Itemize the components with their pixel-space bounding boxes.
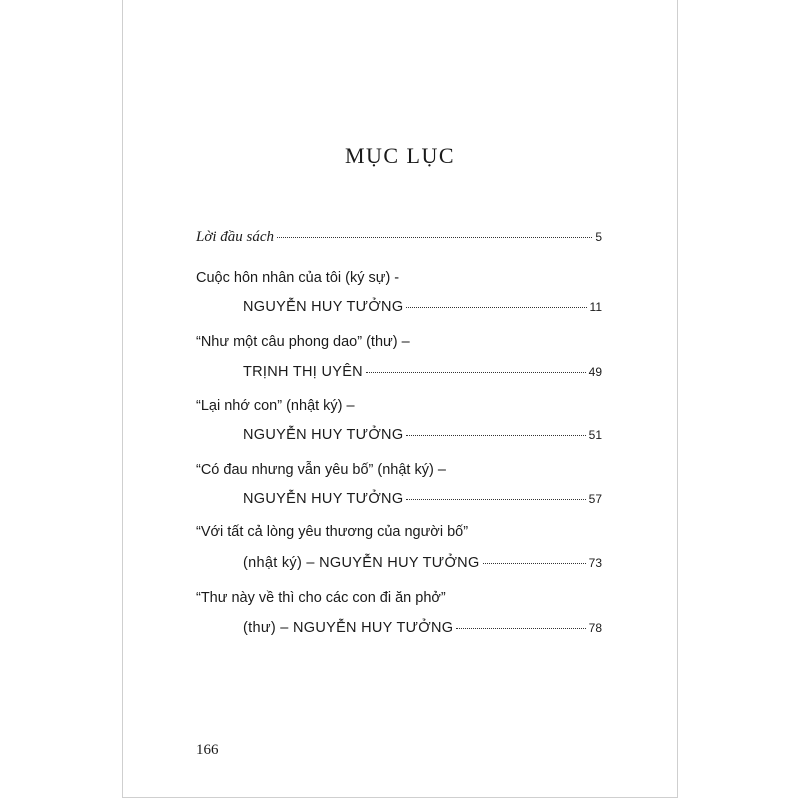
dot-leader (406, 435, 585, 436)
dot-leader (277, 237, 592, 238)
toc-entry-author: TRỊNH THỊ UYÊN (243, 364, 363, 380)
toc-page-number: 49 (588, 365, 602, 379)
toc-entry-author: NGUYỄN HUY TƯỞNG (243, 299, 404, 315)
toc-entry-title[interactable]: “Lại nhớ con” (nhật ký) – (196, 398, 355, 414)
toc-entry-author: (nhật ký) – NGUYỄN HUY TƯỞNG (243, 555, 480, 571)
toc-entry-author: NGUYỄN HUY TƯỞNG (243, 427, 404, 443)
toc-entry-author-row[interactable] (243, 364, 602, 380)
toc-entry-title[interactable]: “Với tất cả lòng yêu thương của người bố” (196, 524, 469, 540)
dot-leader (406, 499, 585, 500)
dot-leader (406, 307, 586, 308)
toc-page-number: 11 (589, 300, 602, 314)
dot-leader (483, 563, 586, 564)
toc-entry-title[interactable]: Cuộc hôn nhân của tôi (ký sự) - (196, 270, 400, 286)
toc-entry-author-row[interactable] (243, 427, 602, 443)
page-folio-number: 166 (196, 742, 219, 758)
toc-entry-author: (thư) – NGUYỄN HUY TƯỞNG (243, 620, 454, 636)
toc-entry-author-row[interactable] (243, 491, 602, 507)
toc-entry-title[interactable]: “Như một câu phong dao” (thư) – (196, 334, 410, 350)
page-title: MỤC LỤC (344, 143, 456, 168)
toc-entry-author: NGUYỄN HUY TƯỞNG (243, 491, 404, 507)
toc-page-number: 78 (588, 621, 602, 635)
toc-entry-title[interactable]: “Thư này về thì cho các con đi ăn phở” (196, 590, 446, 606)
book-page (122, 0, 678, 798)
toc-entry-label: Lời đầu sách (196, 229, 275, 245)
dot-leader (366, 372, 586, 373)
toc-entry-preface[interactable] (196, 229, 602, 246)
toc-entry-author-row[interactable] (243, 299, 602, 315)
toc-entry-author-row[interactable] (243, 555, 602, 571)
toc-page-number: 73 (588, 556, 602, 570)
toc-page-number: 57 (588, 492, 602, 506)
toc-page-number: 51 (588, 428, 602, 442)
dot-leader (456, 628, 585, 629)
toc-entry-title[interactable]: “Có đau nhưng vẫn yêu bố” (nhật ký) – (196, 462, 446, 478)
toc-page-number: 5 (595, 230, 602, 244)
toc-entry-author-row[interactable] (243, 620, 602, 636)
